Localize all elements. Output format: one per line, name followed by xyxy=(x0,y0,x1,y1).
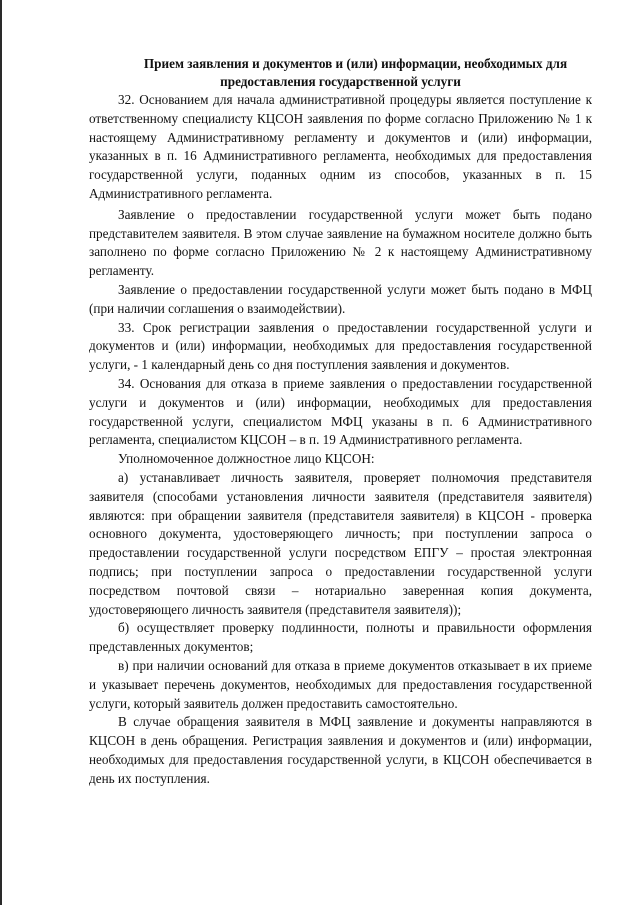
paragraph-32: 32. Основанием для начала административной процедуры является поступление к ответственному специалисту КЦСОН заявления по форме согласно Приложению № 1 к настоящему Административному регламенту и документов и (или) информации, указанных в п. 16 Административного регламента, необходимых для предоставления государственной услуги, поданных одним из способов, указанных в п. 15 Административного регламента. xyxy=(89,92,592,201)
paragraph-mfc: Заявление о предоставлении государственной услуги может быть подано в МФЦ (при наличии соглашения о взаимодействии). xyxy=(89,281,592,316)
paragraph-mfc-registration: В случае обращения заявителя в МФЦ заявление и документы направляются в КЦСОН в день обращения. Регистрация заявления и документов и (или) информации, необходимых для предоставления государственной услуги, в КЦСОН обеспечивается в день их поступления. xyxy=(89,714,592,786)
scan-edge-line xyxy=(0,0,2,905)
paragraph-34: 34. Основания для отказа в приеме заявления о предоставлении государственной услуги и документов и (или) информации, необходимых для предоставления государственной услуги, специалистом МФЦ указаны в п. 6 Административного регламента, специалистом КЦСОН – в п. 19 Административного регламента. xyxy=(89,375,592,448)
paragraph-representative: Заявление о предоставлении государственной услуги может быть подано представителем заявителя. В этом случае заявление на бумажном носителе должно быть заполнено по форме согласно Приложению № 2 к настоящему Административному регламенту. xyxy=(89,206,592,279)
section-heading: Прием заявления и документов и (или) информации, необходимых для предоставления государственной услуги xyxy=(143,56,568,89)
paragraph-item-a: а) устанавливает личность заявителя, проверяет полномочия представителя заявителя (способами установления личности заявителя (представителя заявителя) являются: при обращении заявителя (представителя заявителя) в КЦСОН - проверка основного документа, удостоверяющего личность; при поступлении запроса о предоставлении государственной услуги посредством ЕПГУ – простая электронная подпись; при поступлении запроса о предоставлении государственной услуги посредством почтовой связи – нотариально заверенная копия документа, удостоверяющего личность заявителя (представителя заявителя)); xyxy=(89,469,592,617)
paragraph-33: 33. Срок регистрации заявления о предоставлении государственной услуги и документов и (или) информации, необходимых для предоставления государственной услуги, - 1 календарный день со дня поступления заявления и документов. xyxy=(89,319,592,373)
paragraph-item-b: б) осуществляет проверку подлинности, полноты и правильности оформления представленных документов; xyxy=(89,620,592,655)
paragraph-authorized-person: Уполномоченное должностное лицо КЦСОН: xyxy=(118,451,375,467)
paragraph-item-v: в) при наличии оснований для отказа в приеме документов отказывает в их приеме и указывает перечень документов, необходимых для предоставления государственной услуги, который заявитель должен предоставить самостоятельно. xyxy=(89,657,592,711)
document-body xyxy=(89,55,592,788)
